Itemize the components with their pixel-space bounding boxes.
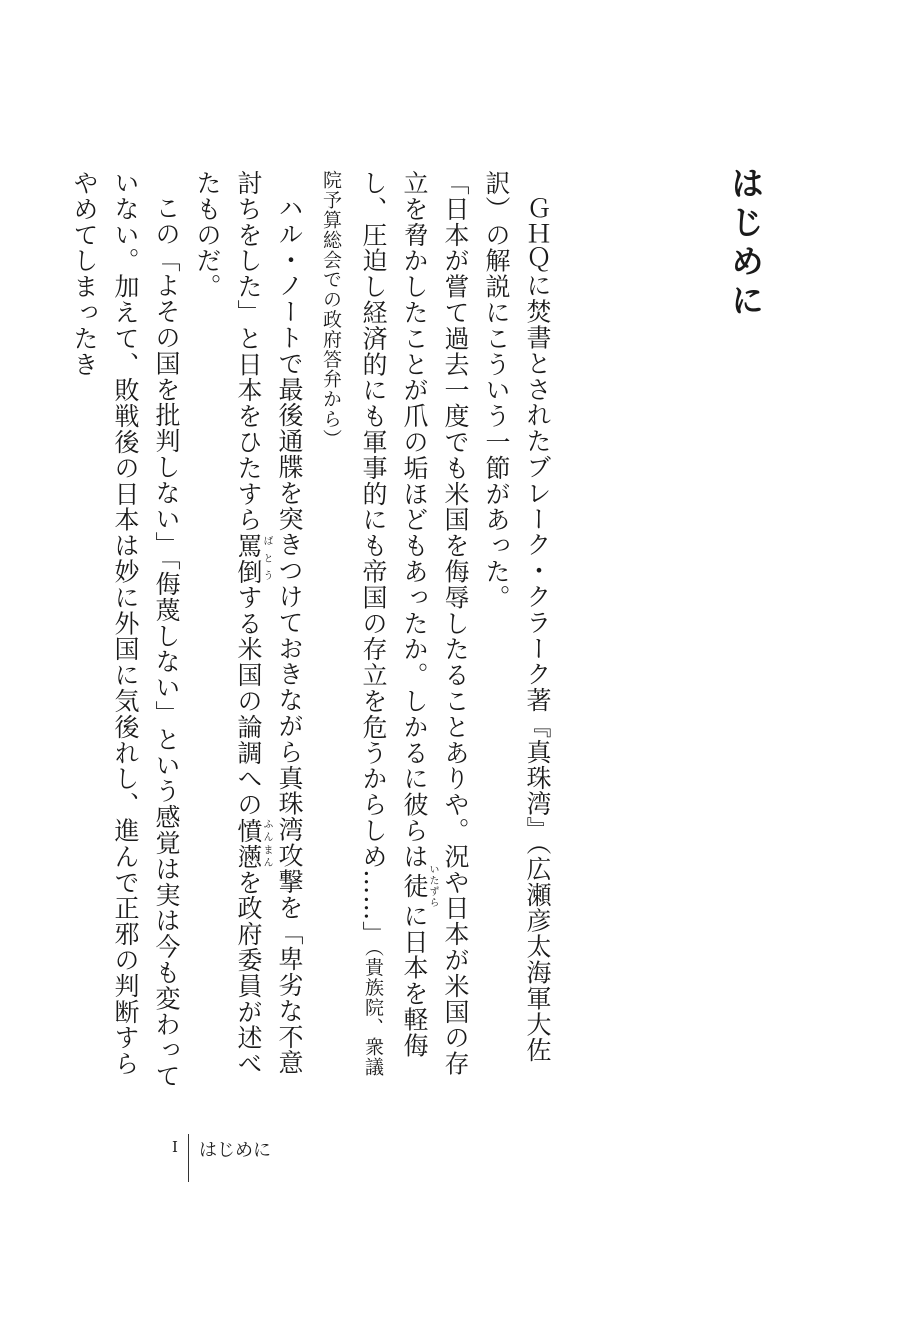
paragraph-intro: ＧＨＱに焚書とされたブレーク・クラーク著『真珠湾』（広瀬彦太海軍大佐訳）の解説にこういう一節があった。: [482, 170, 552, 1064]
running-head: はじめに: [199, 1140, 271, 1161]
page-footer: [172, 1134, 292, 1184]
ruby-itazura: 徒いたずら: [400, 864, 438, 908]
quote-source: （貴族院、衆議院予算総会での政府答弁から）: [320, 170, 384, 1077]
paragraph-today: この「よその国を批判しない」「侮蔑しない」という感覚は実は今も変わっていない。加えて、敗戦後の日本は妙に外国に気後れし、進んで正邪の判断すらやめてしまったき: [70, 170, 181, 1089]
footer-divider: [188, 1134, 189, 1182]
quote-text-part2: に日本を軽侮し、圧迫し経済的にも軍事的にも帝国の存立を危うからしめ……」: [359, 170, 429, 1059]
page-number: I: [172, 1138, 178, 1156]
ruby-batou: 罵倒ばとう: [234, 532, 272, 585]
body-text: [70, 170, 558, 1090]
chapter-title: はじめに: [726, 166, 766, 322]
ruby-funman: 憤懣ふんまん: [234, 817, 272, 870]
paragraph-hull-note: ハル・ノートで最後通牒を突きつけておきながら真珠湾攻撃を「卑劣な不意討ちをした」と日本をひたすら罵倒ばとうする米国の論調への憤懣ふんまんを政府委員が述べたものだ。: [193, 170, 304, 1077]
quote-text-part1: 「日本が嘗て過去一度でも米国を侮辱したることありや。況や日本が米国の存立を脅かしたことが爪の垢ほどもあったか。しかるに彼らは: [400, 170, 470, 1077]
quoted-passage: [310, 170, 476, 1090]
